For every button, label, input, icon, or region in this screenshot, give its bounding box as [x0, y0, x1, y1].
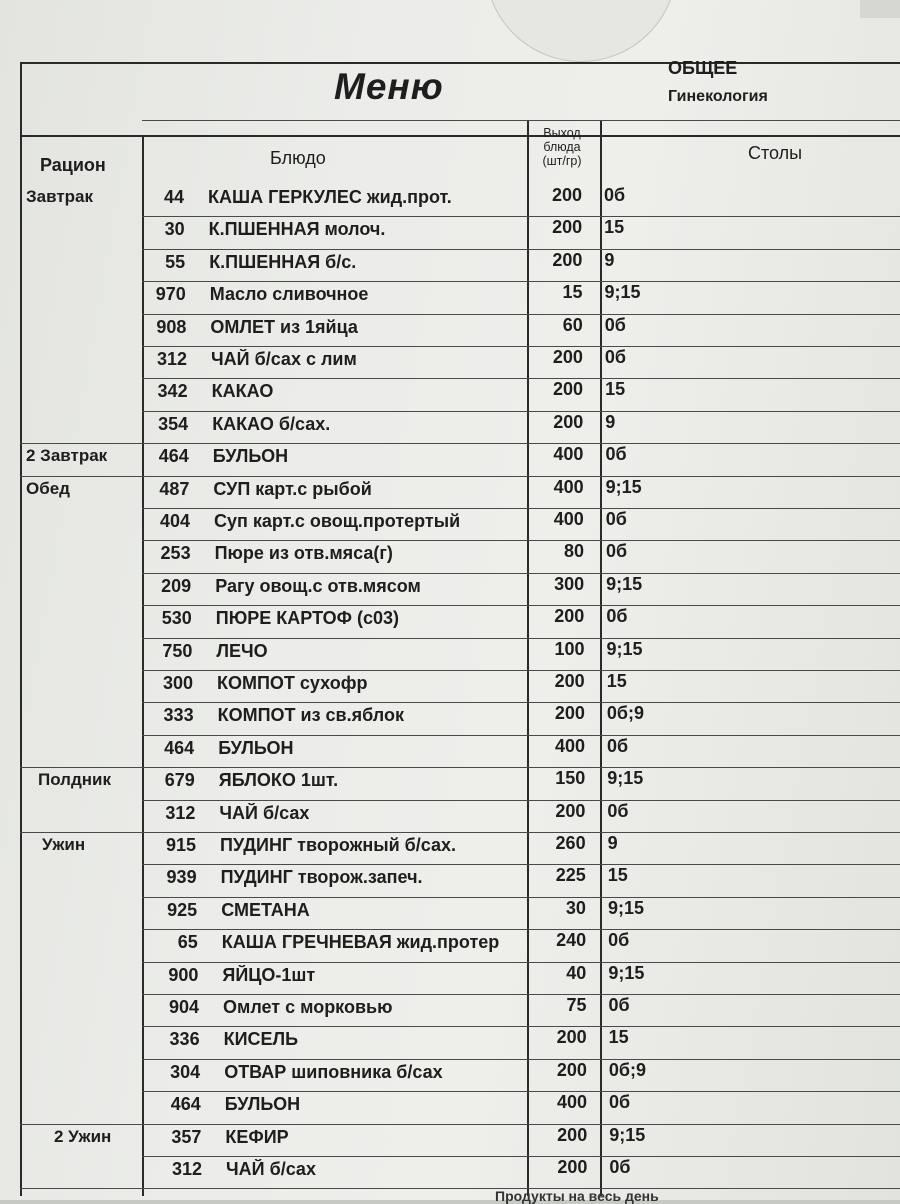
tables-cell: 15	[605, 379, 626, 400]
dish-name-cell: КАКАО	[211, 381, 274, 402]
output-cell: 200	[554, 703, 585, 724]
dish-name-cell: БУЛЬОН	[224, 1094, 301, 1115]
row-separator	[142, 1091, 900, 1092]
dish-name-cell: ЯБЛОКО 1шт.	[218, 770, 339, 791]
tables-cell: 0б	[607, 735, 629, 756]
output-cell: 30	[565, 897, 586, 918]
ration-cell: Полдник	[38, 770, 111, 790]
column-header-dish: Блюдо	[270, 148, 326, 168]
hole-punch	[485, 0, 677, 62]
row-separator	[142, 1026, 900, 1027]
dish-name-cell: Масло сливочное	[209, 284, 369, 305]
dish-code-cell: 209	[161, 575, 192, 596]
output-cell: 200	[551, 185, 582, 205]
output-cell: 300	[554, 573, 585, 594]
dish-name-cell: Омлет с морковью	[223, 997, 393, 1017]
row-separator	[142, 1059, 900, 1060]
output-cell: 225	[555, 865, 586, 886]
dish-name-cell: К.ПШЕННАЯ б/с.	[209, 251, 357, 272]
tables-cell: 9;15	[609, 1124, 646, 1145]
dish-name-cell: Пюре из отв.мяса(г)	[214, 543, 393, 564]
tables-cell: 9	[604, 249, 615, 270]
output-cell: 400	[553, 509, 584, 529]
row-separator	[142, 832, 900, 833]
tables-cell: 9;15	[605, 476, 642, 497]
row-separator	[142, 994, 900, 995]
output-cell: 150	[555, 768, 586, 789]
tables-cell: 0б	[606, 606, 628, 627]
row-separator	[142, 897, 900, 898]
tables-cell: 0б	[604, 314, 626, 335]
dish-name-cell: ПЮРЕ КАРТОФ (с03)	[215, 608, 399, 629]
ration-cell: Ужин	[42, 835, 86, 854]
dish-name-cell: ЯЙЦО-1шт	[222, 964, 316, 985]
dish-name-cell: ПУДИНГ творожный б/сах.	[220, 835, 457, 855]
dish-code-cell: 65	[177, 932, 198, 953]
row-separator	[142, 281, 900, 282]
dish-code-cell: 908	[156, 316, 187, 337]
dish-code-cell: 312	[156, 349, 187, 369]
tables-cell: 0б	[609, 1157, 631, 1177]
row-separator	[142, 508, 900, 509]
tables-cell: 0б	[604, 185, 626, 205]
top-border	[20, 62, 900, 64]
output-cell: 200	[553, 379, 584, 400]
dish-code-cell: 44	[163, 187, 184, 207]
dish-name-cell: ПУДИНГ творож.запеч.	[220, 867, 423, 888]
row-separator	[142, 962, 900, 963]
dish-name-cell: КАША ГРЕЧНЕВАЯ жид.протер	[221, 932, 500, 953]
output-cell: 200	[554, 671, 585, 691]
footer-note: Продукты на весь день	[495, 1188, 659, 1204]
tables-cell: 15	[607, 865, 628, 886]
dish-name-cell: КОМПОТ сухофр	[217, 673, 368, 693]
ration-separator	[20, 443, 142, 444]
output-cell: 200	[557, 1157, 588, 1177]
dish-code-cell: 342	[157, 381, 188, 402]
output-cell: 200	[554, 606, 585, 627]
output-header-top	[142, 120, 900, 121]
output-cell: 80	[563, 541, 584, 562]
output-cell: 260	[555, 833, 586, 853]
row-separator	[142, 314, 900, 315]
ration-separator	[20, 832, 142, 833]
dish-code-cell: 30	[164, 219, 185, 240]
tables-cell: 9;15	[607, 768, 644, 789]
dish-name-cell: КАША ГЕРКУЛЕС жид.прот.	[208, 187, 452, 207]
dish-code-cell: 55	[165, 251, 186, 272]
ration-cell: 2 Ужин	[54, 1126, 112, 1146]
dish-code-cell: 253	[160, 543, 191, 564]
dish-code-cell: 530	[161, 608, 192, 629]
row-separator	[142, 476, 900, 477]
dish-code-cell: 404	[159, 511, 190, 531]
row-separator	[142, 800, 900, 801]
ration-separator	[20, 476, 142, 477]
output-cell: 40	[566, 962, 587, 983]
output-cell: 400	[553, 444, 584, 465]
ration-cell: Обед	[26, 478, 70, 498]
dish-code-cell: 904	[168, 997, 199, 1017]
tables-cell: 0б	[608, 995, 630, 1015]
dish-name-cell: ОМЛЕТ из 1яйца	[210, 316, 358, 337]
output-cell: 60	[562, 314, 583, 335]
output-cell: 15	[562, 282, 583, 303]
dish-name-cell: КИСЕЛЬ	[223, 1029, 299, 1050]
tables-cell: 9	[607, 833, 618, 853]
column-header-tables: Столы	[748, 143, 803, 163]
tables-cell: 9;15	[604, 282, 641, 303]
output-cell: 400	[553, 476, 584, 497]
row-separator	[142, 411, 900, 412]
dish-name-cell: ЧАЙ б/сах с лим	[211, 349, 357, 369]
dish-name-cell: ЧАЙ б/сах	[219, 802, 310, 823]
tables-cell: 9	[605, 411, 616, 432]
sheet-corner	[860, 0, 900, 18]
row-separator	[142, 573, 900, 574]
output-cell: 200	[552, 217, 583, 238]
row-separator	[142, 638, 900, 639]
tables-cell: 0б	[605, 509, 627, 529]
category-label: ОБЩЕЕ	[668, 58, 738, 78]
dish-name-cell: БУЛЬОН	[212, 446, 289, 467]
column-header-output: Выход блюда (шт/гр)	[542, 126, 582, 168]
output-cell: 240	[556, 930, 587, 951]
tables-cell: 0б;9	[608, 1059, 646, 1080]
dish-name-cell: СУП карт.с рыбой	[213, 478, 372, 499]
dish-code-cell: 304	[170, 1061, 201, 1082]
dish-code-cell: 336	[169, 1029, 200, 1050]
dish-code-cell: 487	[159, 478, 190, 499]
row-separator	[142, 767, 900, 768]
dish-code-cell: 915	[165, 835, 196, 855]
tables-cell: 0б	[604, 347, 627, 367]
page-title: Меню	[334, 66, 444, 107]
dish-code-cell: 357	[171, 1126, 202, 1147]
output-cell: 75	[566, 995, 587, 1015]
row-separator	[142, 670, 900, 671]
dish-name-cell: КАКАО б/сах.	[212, 413, 331, 434]
dish-code-cell: 939	[166, 867, 197, 888]
dish-code-cell: 312	[171, 1159, 202, 1179]
tables-cell: 15	[604, 217, 625, 238]
dish-code-cell: 925	[167, 899, 198, 920]
dish-code-cell: 464	[170, 1094, 201, 1115]
dish-name-cell: ЛЕЧО	[216, 640, 268, 661]
row-separator	[142, 605, 900, 606]
output-cell: 400	[555, 735, 586, 756]
dish-code-cell: 679	[164, 770, 195, 791]
tables-cell: 9;15	[606, 573, 643, 594]
row-separator	[142, 443, 900, 444]
row-separator	[142, 702, 900, 703]
dish-code-cell: 900	[168, 964, 199, 985]
row-separator	[142, 216, 900, 217]
ration-separator	[20, 1188, 142, 1189]
row-separator	[142, 929, 900, 930]
department-label: Гинекология	[668, 88, 768, 105]
tables-cell: 0б	[608, 930, 630, 951]
tables-cell: 0б	[605, 444, 627, 465]
dish-code-cell: 464	[164, 737, 195, 758]
ration-cell: 2 Завтрак	[26, 446, 108, 466]
tables-cell: 15	[606, 671, 627, 691]
dish-code-cell: 354	[158, 413, 189, 434]
output-cell: 100	[554, 638, 585, 659]
tables-cell: 0б;9	[606, 703, 645, 724]
row-separator	[142, 1124, 900, 1125]
dish-name-cell: ОТВАР шиповника б/сах	[224, 1061, 443, 1082]
row-separator	[142, 735, 900, 736]
dish-code-cell: 300	[162, 673, 193, 693]
dish-name-cell: КОМПОТ из св.яблок	[217, 705, 404, 726]
row-separator	[142, 540, 900, 541]
left-border	[20, 62, 22, 1196]
dish-code-cell: 333	[163, 705, 194, 726]
row-separator	[142, 346, 900, 347]
tables-cell: 9;15	[608, 962, 645, 983]
tables-cell: 0б	[609, 1092, 631, 1113]
dish-code-cell: 312	[165, 802, 196, 823]
row-separator	[142, 249, 900, 250]
dish-code-cell: 464	[158, 446, 189, 467]
output-cell: 200	[555, 800, 586, 821]
output-cell: 200	[556, 1027, 587, 1048]
dish-name-cell: СМЕТАНА	[221, 899, 310, 920]
output-cell: 400	[556, 1092, 588, 1113]
row-separator	[142, 1156, 900, 1157]
output-cell: 200	[552, 249, 583, 270]
row-separator	[142, 864, 900, 865]
dish-code-cell: 750	[162, 640, 193, 661]
tables-cell: 0б	[605, 541, 628, 562]
output-cell: 200	[556, 1059, 587, 1080]
dish-name-cell: КЕФИР	[225, 1126, 289, 1147]
tables-cell: 9;15	[607, 897, 644, 918]
dish-name-cell: ЧАЙ б/сах	[226, 1159, 316, 1179]
ration-separator	[20, 1124, 142, 1125]
dish-name-cell: К.ПШЕННАЯ молоч.	[208, 219, 386, 240]
dish-name-cell: Суп карт.с овощ.протертый	[214, 511, 461, 531]
dish-name-cell: БУЛЬОН	[218, 737, 294, 758]
column-header-ration: Рацион	[40, 155, 106, 175]
ration-cell: Завтрак	[26, 187, 94, 206]
tables-cell: 15	[608, 1027, 629, 1048]
tables-cell: 9;15	[606, 638, 643, 659]
dish-code-cell: 970	[155, 284, 186, 305]
dish-name-cell: Рагу овощ.с отв.мясом	[215, 575, 421, 596]
output-cell: 200	[557, 1124, 588, 1145]
row-separator	[142, 378, 900, 379]
output-cell: 200	[553, 411, 584, 432]
output-cell: 200	[552, 347, 583, 367]
ration-separator	[20, 767, 142, 768]
header-divider	[22, 135, 900, 137]
tables-cell: 0б	[607, 800, 629, 821]
